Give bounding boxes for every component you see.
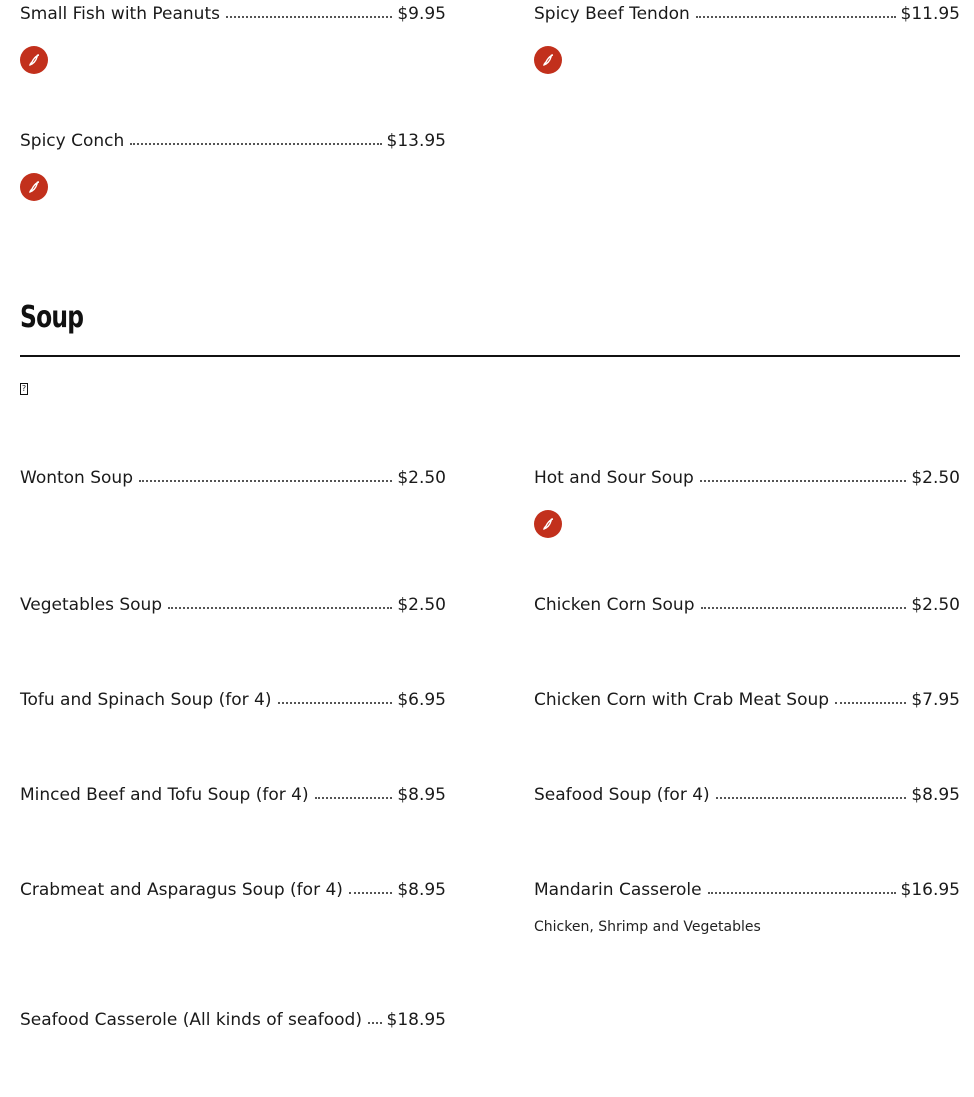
dot-leader bbox=[349, 891, 392, 894]
dot-leader bbox=[835, 701, 906, 704]
dot-leader bbox=[139, 479, 392, 482]
item-name: Spicy Beef Tendon bbox=[534, 4, 690, 24]
dot-leader bbox=[278, 701, 393, 704]
dot-leader bbox=[368, 1021, 382, 1024]
menu-item-chicken-corn-soup bbox=[534, 591, 960, 619]
menu-item-mandarin-casserole bbox=[534, 876, 960, 904]
item-price: $2.50 bbox=[397, 468, 446, 488]
item-name: Seafood Casserole (All kinds of seafood) bbox=[20, 1010, 362, 1030]
dot-leader bbox=[696, 15, 896, 18]
section-title-soup: Soup bbox=[20, 300, 84, 335]
chili-pepper-icon bbox=[534, 46, 562, 74]
menu-item-minced-beef-tofu-soup bbox=[20, 781, 446, 809]
item-price: $16.95 bbox=[900, 880, 960, 900]
item-name: Small Fish with Peanuts bbox=[20, 4, 220, 24]
dot-leader bbox=[708, 891, 896, 894]
item-name: Minced Beef and Tofu Soup (for 4) bbox=[20, 785, 309, 805]
item-name: Seafood Soup (for 4) bbox=[534, 785, 710, 805]
item-description: Chicken, Shrimp and Vegetables bbox=[534, 919, 761, 935]
item-price: $8.95 bbox=[911, 785, 960, 805]
item-price: $2.50 bbox=[911, 468, 960, 488]
item-price: $8.95 bbox=[397, 785, 446, 805]
item-name: Mandarin Casserole bbox=[534, 880, 702, 900]
dot-leader bbox=[716, 796, 907, 799]
dot-leader bbox=[701, 606, 907, 609]
item-price: $11.95 bbox=[900, 4, 960, 24]
item-name: Chicken Corn Soup bbox=[534, 595, 695, 615]
chili-pepper-icon bbox=[20, 46, 48, 74]
item-name: Tofu and Spinach Soup (for 4) bbox=[20, 690, 272, 710]
dot-leader bbox=[226, 15, 392, 18]
menu-item-vegetables-soup bbox=[20, 591, 446, 619]
item-name: Hot and Sour Soup bbox=[534, 468, 694, 488]
menu-item-wonton-soup bbox=[20, 464, 446, 492]
menu-item-seafood-soup bbox=[534, 781, 960, 809]
item-price: $2.50 bbox=[911, 595, 960, 615]
menu-item-tofu-and-spinach-soup bbox=[20, 686, 446, 714]
item-name: Spicy Conch bbox=[20, 131, 125, 151]
item-name: Chicken Corn with Crab Meat Soup bbox=[534, 690, 830, 710]
menu-item-crabmeat-asparagus-soup bbox=[20, 876, 446, 904]
menu-item-spicy-conch bbox=[20, 127, 446, 155]
item-price: $9.95 bbox=[397, 4, 446, 24]
item-name: Vegetables Soup bbox=[20, 595, 163, 615]
item-price: $7.95 bbox=[911, 690, 960, 710]
item-name: Crabmeat and Asparagus Soup (for 4) bbox=[20, 880, 343, 900]
item-price: $18.95 bbox=[386, 1010, 446, 1030]
item-price: $6.95 bbox=[397, 690, 446, 710]
dot-leader bbox=[315, 796, 393, 799]
section-divider bbox=[20, 355, 960, 357]
item-name: Wonton Soup bbox=[20, 468, 133, 488]
menu-item-small-fish-with-peanuts bbox=[20, 0, 446, 28]
menu-item-seafood-casserole bbox=[20, 1006, 446, 1034]
menu-item-hot-and-sour-soup bbox=[534, 464, 960, 492]
chili-pepper-icon bbox=[20, 173, 48, 201]
menu-item-spicy-beef-tendon bbox=[534, 0, 960, 28]
item-price: $8.95 bbox=[397, 880, 446, 900]
item-price: $2.50 bbox=[397, 595, 446, 615]
item-price: $13.95 bbox=[386, 131, 446, 151]
missing-glyph-icon: ? bbox=[21, 384, 27, 393]
chili-pepper-icon bbox=[534, 510, 562, 538]
menu-item-chicken-corn-crab-meat-soup bbox=[534, 686, 960, 714]
dot-leader bbox=[130, 142, 381, 145]
dot-leader bbox=[168, 606, 392, 609]
dot-leader bbox=[700, 479, 907, 482]
